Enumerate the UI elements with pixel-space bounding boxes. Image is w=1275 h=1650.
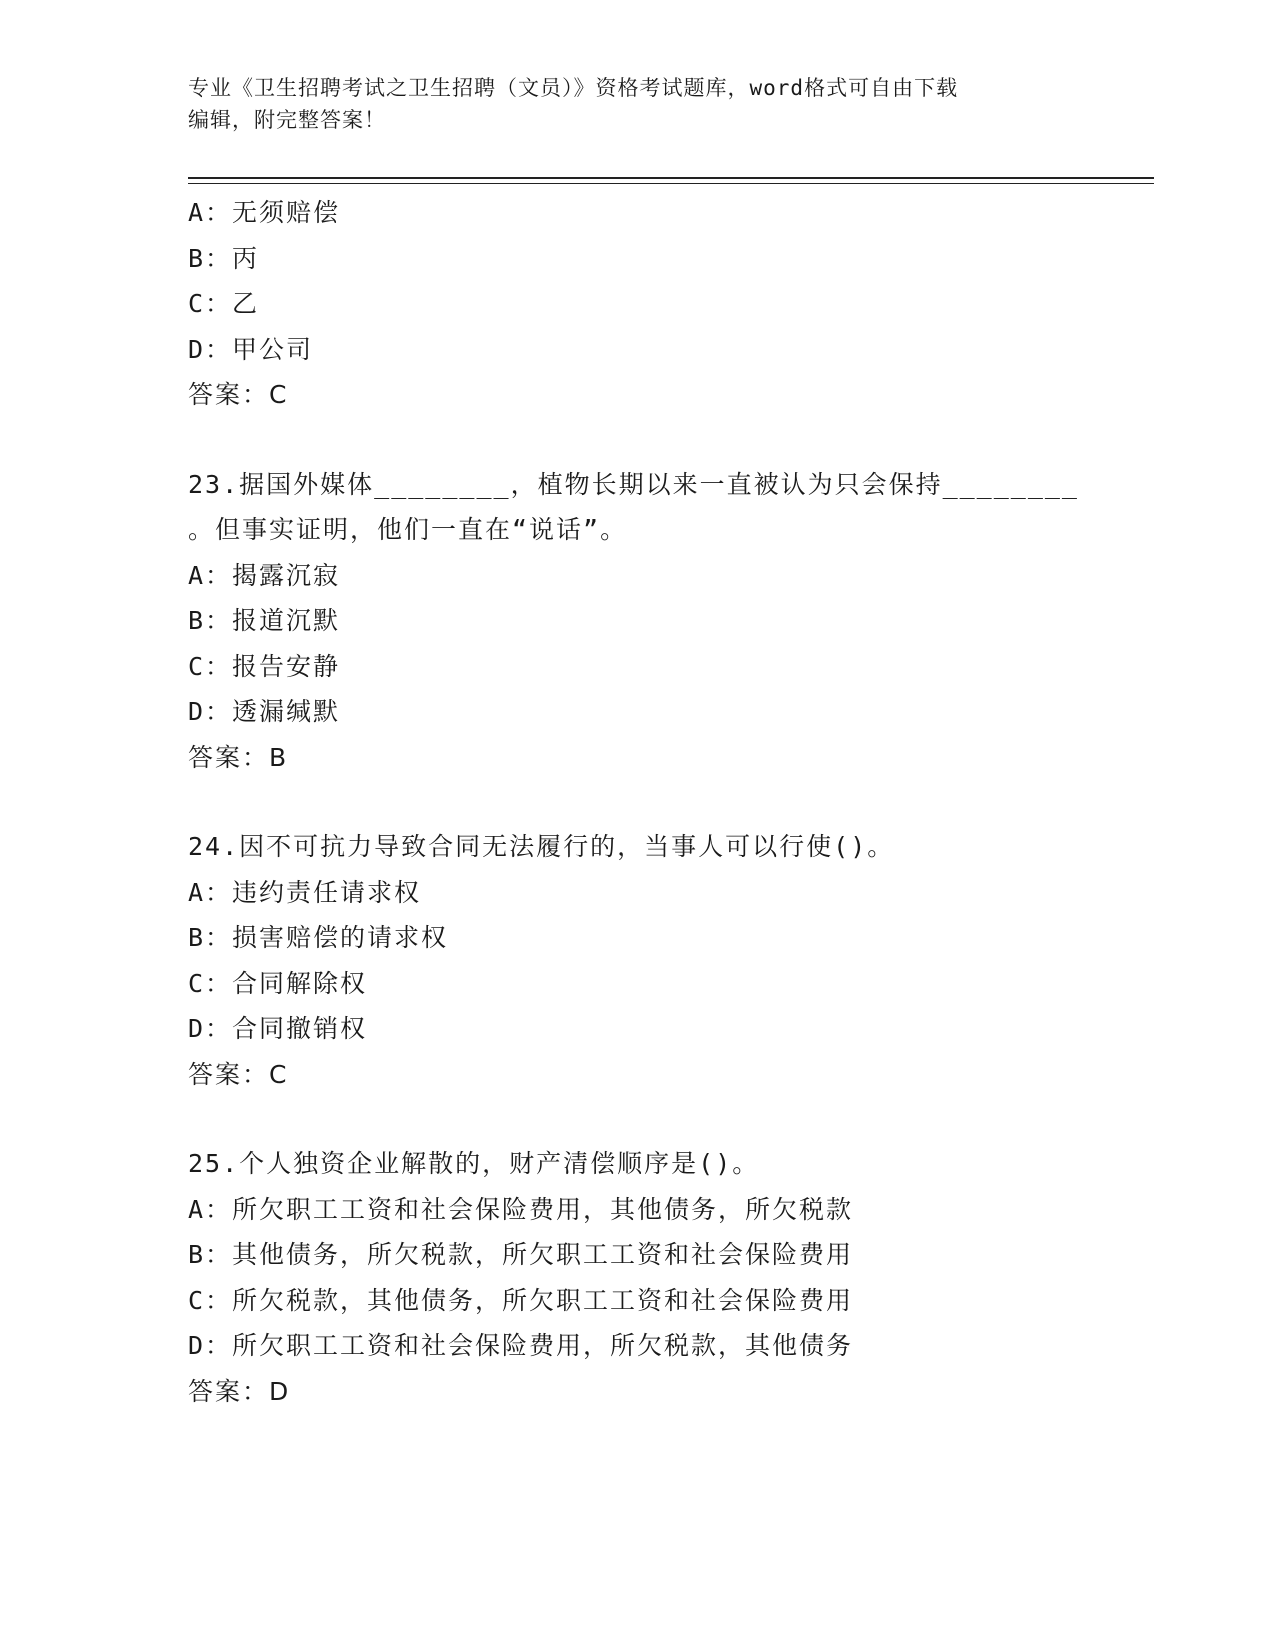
option-c: C：报告安静 bbox=[188, 651, 341, 681]
question-list bbox=[188, 190, 1154, 1414]
option-b: B：丙 bbox=[188, 243, 260, 273]
option-b: B：报道沉默 bbox=[188, 606, 341, 635]
question-text-cont: 。但事实证明，他们一直在“说话”。 bbox=[188, 515, 628, 544]
question-text: 24.因不可抗力导致合同无法履行的，当事人可以行使()。 bbox=[188, 832, 895, 861]
option-c: C：所欠税款，其他债务，所欠职工工资和社会保险费用 bbox=[188, 1285, 854, 1315]
option-b: B：损害赔偿的请求权 bbox=[188, 923, 449, 952]
option-a: A：违约责任请求权 bbox=[188, 877, 422, 907]
question-25 bbox=[188, 1141, 1154, 1414]
option-d: D：透漏缄默 bbox=[188, 697, 341, 726]
question-text: 23.据国外媒体________，植物长期以来一直被认为只会保持________ bbox=[188, 469, 1079, 499]
header-line-1: 专业《卫生招聘考试之卫生招聘（文员）》资格考试题库，word格式可自由下载 bbox=[188, 76, 959, 100]
answer-line: 答案：C bbox=[188, 380, 289, 409]
option-c: C：乙 bbox=[188, 289, 260, 318]
option-d: D：所欠职工工资和社会保险费用，所欠税款，其他债务 bbox=[188, 1331, 854, 1360]
header-rule-thin bbox=[188, 183, 1154, 184]
option-d: D：合同撤销权 bbox=[188, 1014, 368, 1043]
option-a: A：所欠职工工资和社会保险费用，其他债务，所欠税款 bbox=[188, 1194, 854, 1224]
answer-line: 答案：B bbox=[188, 742, 289, 772]
question-22-tail bbox=[188, 190, 1154, 418]
option-d: D：甲公司 bbox=[188, 334, 314, 364]
option-b: B：其他债务，所欠税款，所欠职工工资和社会保险费用 bbox=[188, 1240, 854, 1269]
question-23 bbox=[188, 462, 1154, 781]
document-header bbox=[188, 72, 1088, 136]
question-24 bbox=[188, 824, 1154, 1097]
header-rule-thick bbox=[188, 177, 1154, 179]
answer-line: 答案：D bbox=[188, 1376, 291, 1406]
answer-line: 答案：C bbox=[188, 1059, 289, 1089]
option-a: A：无须赔偿 bbox=[188, 198, 341, 227]
option-c: C：合同解除权 bbox=[188, 968, 368, 998]
option-a: A：揭露沉寂 bbox=[188, 560, 341, 590]
question-text: 25.个人独资企业解散的，财产清偿顺序是()。 bbox=[188, 1149, 760, 1178]
header-line-2: 编辑，附完整答案！ bbox=[188, 108, 386, 132]
